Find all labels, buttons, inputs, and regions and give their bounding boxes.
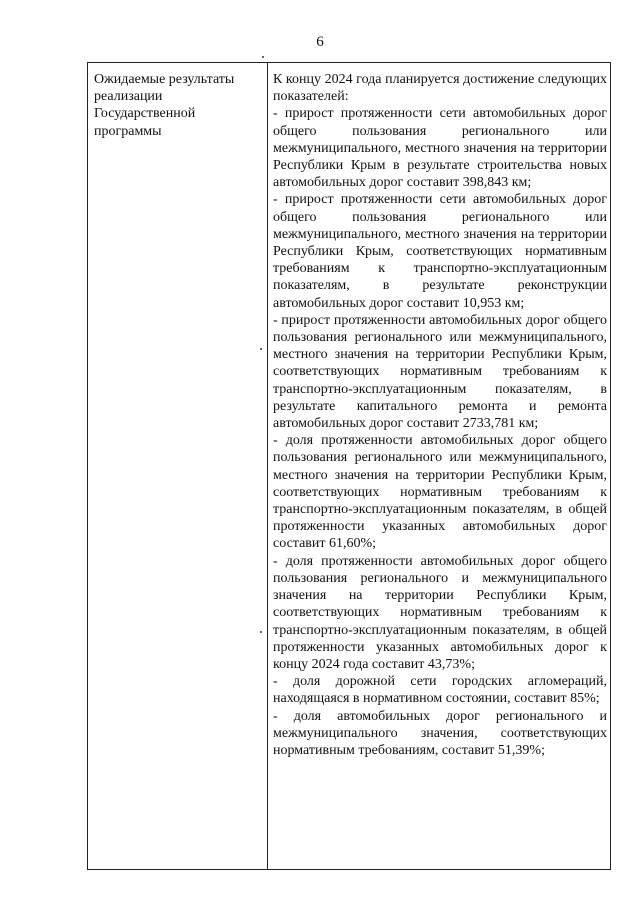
indicator-item: - доля протяженности автомобильных дорог общего пользования регионального или межмуниципального, местного значения на территории Республики Крым, соответствующих нормативным требованиям к транспортно-эксплуатационным показателям, в общей протяженности указанных автомобильных дорог составит 61,60%; — [273, 433, 607, 552]
indicator-item: - прирост протяженности сети автомобильных дорог общего пользования регионального или межмуниципального, местного значения на территории Республики Крым, соответствующих нормативным требованиям к транспортно-эксплуатационным показателям, в результате реконструкции автомобильных дорог составит 10,953 км; — [273, 192, 607, 311]
scan-speck — [262, 56, 264, 58]
expected-results-label: Ожидаемые результаты реализации Государственной программы — [94, 72, 235, 139]
indicator-item: - доля дорожной сети городских агломераций, находящаяся в нормативном состоянии, составит 85%; — [273, 674, 607, 707]
indicator-item: - прирост протяженности сети автомобильных дорог общего пользования регионального или межмуниципального, местного значения на территории Республики Крым в результате строительства новых автомобильных дорог составит 398,843 км; — [273, 106, 607, 191]
column-divider — [267, 63, 268, 869]
document-table — [87, 62, 611, 870]
indicators-cell — [273, 71, 607, 759]
indicator-item: - прирост протяженности автомобильных дорог общего пользования регионального или межмуниципального, местного значения на территории Республики Крым, соответствующих нормативным требованиям к транспортно-эксплуатационным показателям, в результате капитального ремонта и ремонта автомобильных дорог составит 2733,781 км; — [273, 312, 607, 432]
indicator-item: - доля автомобильных дорог регионального и межмуниципального значения, соответствующих нормативным требованиям, составит 51,39%; — [273, 708, 607, 758]
indicator-item: - доля протяженности автомобильных дорог общего пользования регионального и межмуниципального значения на территории Республики Крым, соответствующих нормативным требованиям к транспортно-эксплуатационным показателям, в общей протяженности указанных автомобильных дорог к концу 2024 года составит 43,73%; — [273, 553, 607, 672]
page-number: 6 — [316, 34, 324, 50]
indicators-intro: К концу 2024 года планируется достижение следующих показателей: — [273, 72, 607, 105]
